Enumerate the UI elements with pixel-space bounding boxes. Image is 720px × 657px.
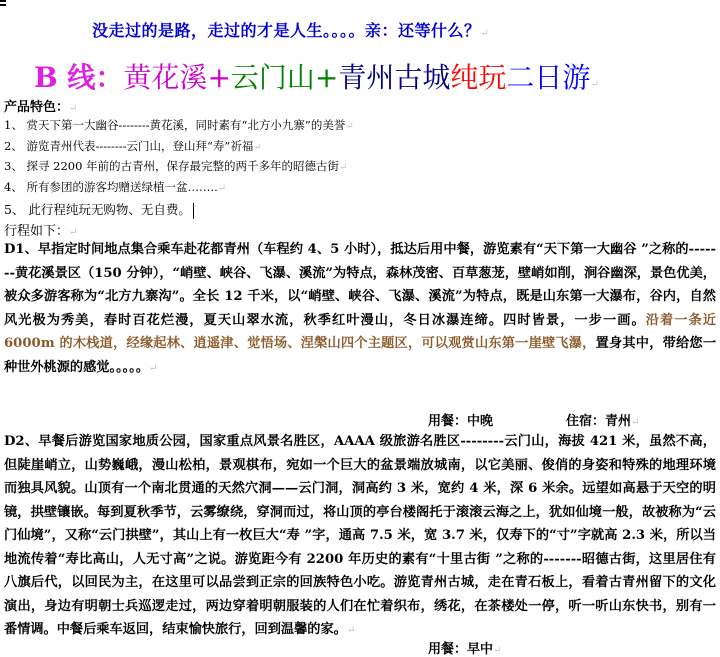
paragraph-mark-icon: ↵: [631, 417, 640, 428]
paragraph-mark-icon: ↵: [339, 162, 348, 173]
title-plus-1: +: [207, 61, 231, 94]
title-part-chunwan: 纯玩: [450, 61, 507, 94]
paragraph-mark-icon: ↵: [346, 625, 356, 636]
title-part-huanghuaxi: 黄花溪: [123, 61, 208, 94]
paragraph-mark-icon: ↵: [493, 645, 502, 656]
day1-meal: 用餐：中晚: [428, 414, 494, 429]
feature-item: 2、 游览青州代表--------云门山，登山拜“寿”祈福↵: [4, 139, 262, 153]
day2-text: D2、早餐后游览国家地质公园，国家重点风景名胜区，AAAA 级旅游名胜区--------云门山，海拔 421 米，虽然不高，但陡崖峭立，山势巍峨，漫山松柏，景观棋布，宛如一个巨大的盆景端放城南，以它美丽、俊俏的身姿和特殊的地理环境而独具风貌。山顶有一个南北贯通的天然穴洞——云门洞，洞高约 3 米，宽约 4 米，深 6 米余。远望如高悬于天空的明镜，拱壁镶嵌。每到夏秋季节，云雾缭绕，穿洞而过，将山顶的亭台楼阁托于滚滚云海之上，犹如仙境一般，故被称为“云门仙境”，又称“云门拱壁”，其山上有一枚巨大“寿 ”字，通高 7.5 米，宽 3.7 米，仅寿下的“寸”字就高 2.3 米，所以当地流传着“寿比高山，人无寸高”之说。游览距今有 2200 年历史的素有“十里古街 ”之称的-------昭德古街，这里居住有八旗后代，以回民为主，在这里可以品尝到正宗的回族特色小吃。游览青州古城，走在青石板上，看着古青州留下的文化演出，身边有明朝士兵巡逻走过，两边穿着明朝服装的人们在忙着织布，绣花，在茶楼处一停，听一听山东快书，别有一番情调。中餐后乘车返回，结束愉快旅行，回到温馨的家。: [4, 434, 716, 637]
day1-stay: 住宿：青州↵: [566, 414, 640, 429]
feature-item: 3、 探寻 2200 年前的古青州，保存最完整的两千多年的昭德古街↵: [4, 159, 348, 173]
paragraph-mark-icon: ↵: [345, 121, 354, 132]
title-part-qingzhou: 青州古城: [338, 61, 451, 94]
day1-highlight-text: 沿着一条近 6000m 的木栈道，经缘起林、逍遥津、觉悟场、涅槃山四个主题区，可以观赏山东第一崖壁飞瀑，: [4, 312, 716, 351]
paragraph-mark-icon: ↵: [253, 142, 262, 153]
paragraph-mark-icon: ↵: [149, 362, 158, 374]
page-title: [34, 56, 599, 96]
text-cursor: [193, 203, 194, 219]
day2-paragraph: [4, 430, 716, 643]
paragraph-mark-icon: ↵: [69, 103, 78, 114]
title-line-letter: B 线：: [34, 61, 124, 94]
paragraph-mark-icon: ↵: [217, 183, 227, 194]
feature-item: 5、 此行程纯玩无购物、无自费。: [4, 200, 194, 219]
feature-item: 4、 所有参团的游客均赠送绿植一盆……..↵: [4, 180, 227, 194]
slogan: [92, 18, 489, 41]
day1-text-end: 置身其中，带给您一种世外桃源的感觉。。。。。: [4, 336, 717, 375]
feature-item: 1、 赏天下第一大幽谷--------黄花溪，同时素有“北方小九寨”的美誉↵: [4, 118, 354, 132]
title-plus-2: +: [314, 61, 339, 94]
day1-text: D1、早指定时间地点集合乘车赴花都青州（车程约 4、5 小时），抵达后用中餐，游览素有“天下第一大幽谷 ”之称的-------黄花溪景区（150 分钟），“峭壁、峡谷、飞瀑、溪流”为特点，森林茂密、百草葱茏，壁峭如削，涧谷幽深，景色优美，被众多游客称为“北方九寨沟”。全长 12 千米，以“峭壁、峡谷、飞瀑、溪流”为特点，既是山东第一大瀑布，谷内，自然风光极为秀美，春时百花烂漫，夏天山翠水流，秋季红叶漫山，冬日冰瀑连缔。四时皆景，一步一画。: [4, 242, 716, 328]
title-part-days: 二日游: [506, 61, 591, 94]
paragraph-mark-icon: ↵: [480, 28, 490, 39]
day1-paragraph: [4, 238, 716, 380]
title-part-yunmenshan: 云门山: [230, 61, 315, 94]
paragraph-mark-icon: ↵: [590, 79, 599, 90]
paragraph-mark-icon: ↵: [69, 227, 78, 238]
document-corner-mark: [0, 0, 8, 10]
day2-meal: 用餐：早中↵: [428, 642, 502, 657]
features-heading: 产品特色：↵: [4, 100, 78, 115]
itinerary-heading: 行程如下：↵: [4, 224, 78, 239]
slogan-text: 没走过的是路，走过的才是人生。。。。亲：还等什么？: [92, 21, 481, 40]
